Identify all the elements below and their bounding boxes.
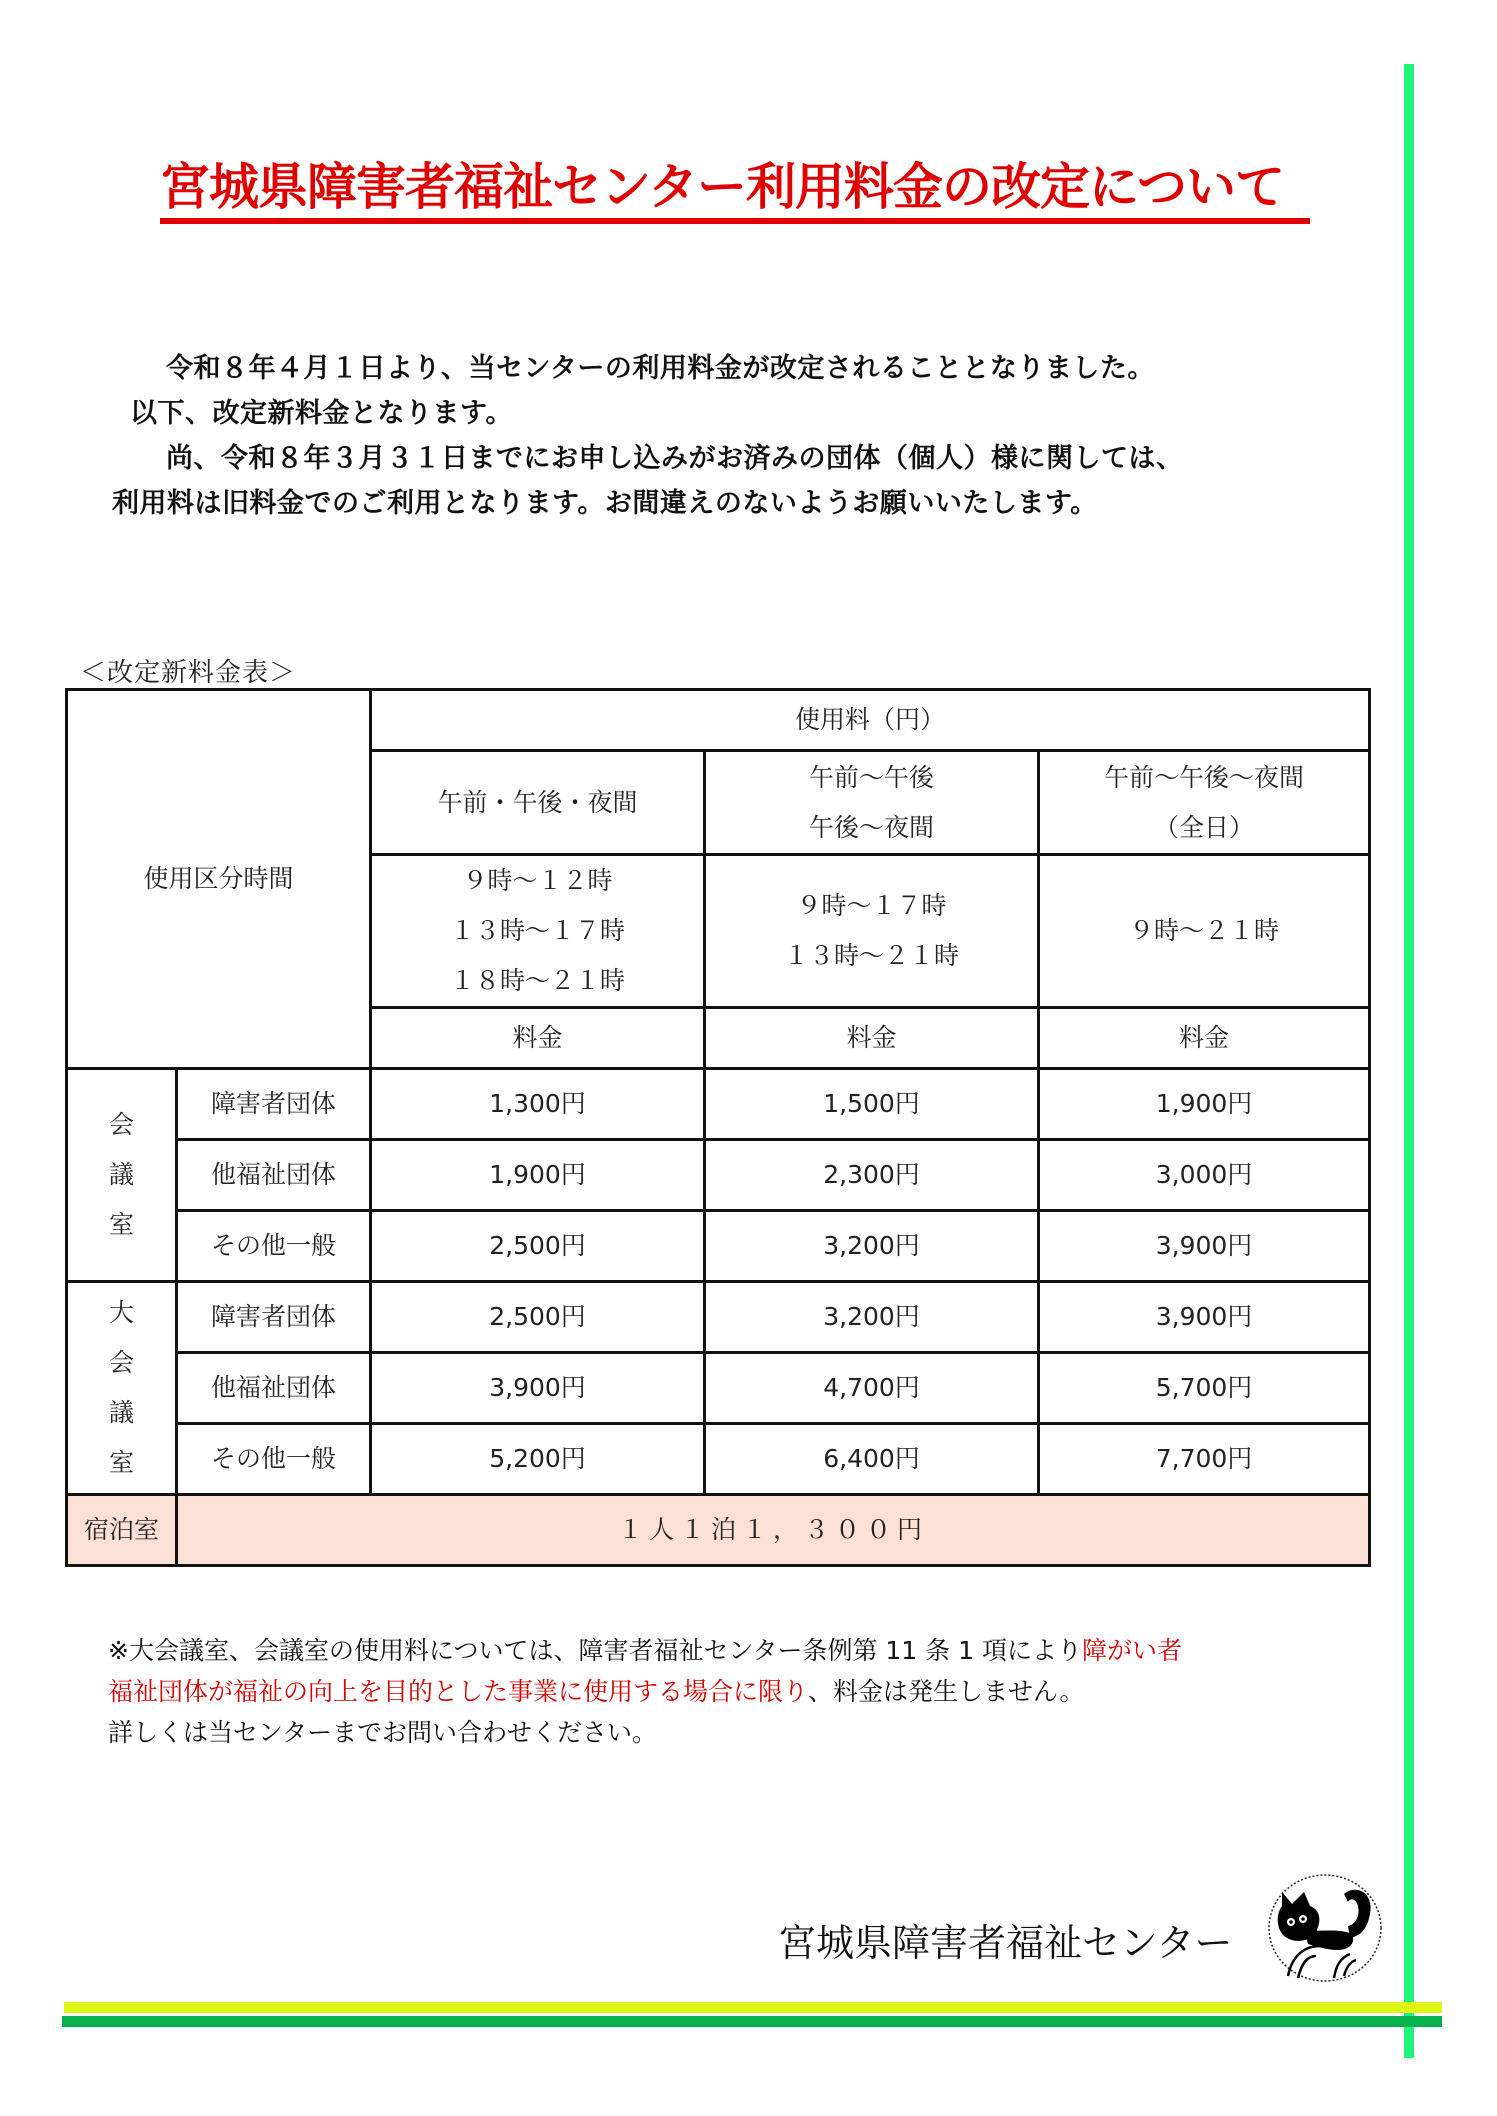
intro-line-3: 尚、令和８年３月３１日までにお申し込みがお済みの団体（個人）様に関しては、 [166,443,1184,474]
room-char: 室 [108,1448,134,1477]
category-cell: 障害者団体 [177,1069,371,1140]
fee-cell: 3,200円 [705,1211,1039,1282]
time-range-cell [705,855,1039,1008]
note-line-1 [108,1630,1368,1671]
cat-logo-icon [1264,1870,1386,1986]
fee-table [65,688,1371,1567]
fee-header-cell [371,690,1370,751]
intro-line-4: 利用料は旧料金でのご利用となります。お間違えのないようお願いいたします。 [112,488,1098,519]
fee-cell: 3,200円 [705,1282,1039,1353]
note-highlight: 福祉団体が福祉の向上を目的とした事業に使用する場合に限り [108,1677,809,1706]
room-char: 大 [108,1298,134,1327]
fee-cell: 1,300円 [371,1069,705,1140]
period-line: 午前・午後・夜間 [437,787,638,817]
row-header-cell [67,690,371,1069]
room-char: 議 [108,1398,134,1427]
room-char: 室 [108,1210,134,1239]
category-cell: 障害者団体 [177,1282,371,1353]
category-cell: その他一般 [177,1211,371,1282]
time-range-cell [1039,855,1370,1008]
intro-line-1: 令和８年４月１日より、当センターの利用料金が改定されることとなりました。 [166,353,1155,384]
fee-cell: 2,300円 [705,1140,1039,1211]
category-cell: 他福祉団体 [177,1353,371,1424]
row-header: 使用区分時間 [143,864,294,893]
period-header [1039,751,1370,855]
fee-cell: 7,700円 [1039,1424,1370,1495]
stay-room-fee: １人１泊１，３００円 [177,1495,1370,1566]
note-line-2 [108,1671,1368,1712]
room-label-large-meeting-room [67,1282,177,1495]
page-title: 宮城県障害者福祉センター利用料金の改定について [160,158,1310,224]
room-label-meeting-room [67,1069,177,1282]
note-text: 、料金は発生しません。 [808,1677,1085,1706]
time-range: １３時～２１時 [784,941,960,970]
period-line: 午前～午後～夜間 [1104,762,1305,792]
time-range-cell [371,855,705,1008]
green-horizontal-stripe [62,2016,1442,2027]
time-range: ９時～１２時 [462,866,613,895]
room-char: 議 [108,1160,134,1189]
period-line: （全日） [1154,812,1255,842]
fee-cell: 1,900円 [371,1140,705,1211]
period-line: 午前～午後 [809,762,935,792]
table-caption: ＜改定新料金表＞ [80,658,297,688]
period-line: 午後～夜間 [809,812,935,842]
fee-label: 料金 [705,1008,1039,1069]
intro-line-2: 以下、改定新料金となります。 [130,398,513,429]
fee-cell: 1,500円 [705,1069,1039,1140]
fee-cell: 3,900円 [1039,1211,1370,1282]
fee-cell: 6,400円 [705,1424,1039,1495]
time-range: １３時～１７時 [450,916,626,945]
yellow-horizontal-stripe [64,2002,1442,2013]
fee-cell: 3,900円 [1039,1282,1370,1353]
time-range: ９時～１７時 [796,891,947,920]
fee-label: 料金 [371,1008,705,1069]
fee-label: 料金 [1039,1008,1370,1069]
room-char: 会 [108,1110,134,1139]
note-text: ※大会議室、会議室の使用料については、障害者福祉センター条例第 11 条 1 項により [108,1636,1082,1665]
organization-name: 宮城県障害者福祉センター [778,1921,1233,1965]
time-range: １８時～２１時 [450,966,626,995]
room-char: 会 [108,1348,134,1377]
category-cell: その他一般 [177,1424,371,1495]
fee-cell: 1,900円 [1039,1069,1370,1140]
fee-cell: 5,700円 [1039,1353,1370,1424]
period-header [371,751,705,855]
fee-header: 使用料（円） [795,705,946,734]
note-highlight: 障がい者 [1081,1636,1182,1665]
fee-cell: 4,700円 [705,1353,1039,1424]
green-vertical-rule [1404,64,1414,2058]
fee-cell: 5,200円 [371,1424,705,1495]
stay-room-label: 宿泊室 [67,1495,177,1566]
category-cell: 他福祉団体 [177,1140,371,1211]
fee-exemption-note [108,1630,1368,1753]
time-range: ９時～２１時 [1129,916,1280,945]
period-header [705,751,1039,855]
fee-cell: 2,500円 [371,1282,705,1353]
fee-cell: 3,900円 [371,1353,705,1424]
fee-cell: 2,500円 [371,1211,705,1282]
fee-cell: 3,000円 [1039,1140,1370,1211]
intro-paragraph [112,346,1352,526]
note-line-3: 詳しくは当センターまでお問い合わせください。 [108,1718,658,1747]
